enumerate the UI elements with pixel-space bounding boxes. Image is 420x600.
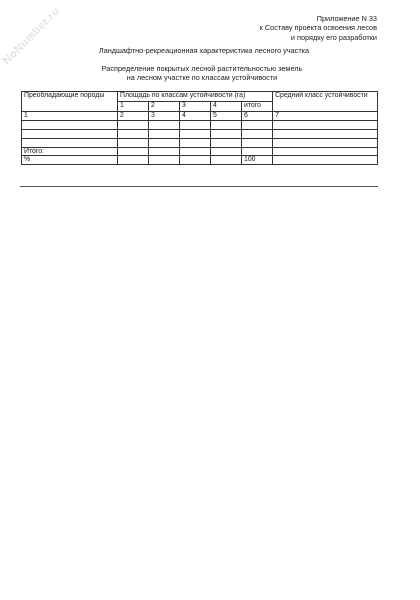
column-number-2: 2 bbox=[118, 112, 149, 121]
table-cell bbox=[242, 120, 273, 129]
table-cell bbox=[180, 147, 211, 156]
table-row bbox=[22, 129, 378, 138]
total-label: Итого: bbox=[22, 147, 118, 156]
subheader-class-3: 3 bbox=[180, 102, 211, 112]
table-cell bbox=[211, 156, 242, 165]
column-number-5: 5 bbox=[211, 112, 242, 121]
column-number-7: 7 bbox=[273, 112, 378, 121]
table-cell bbox=[118, 120, 149, 129]
table-cell bbox=[273, 120, 378, 129]
table-cell bbox=[211, 129, 242, 138]
table-cell bbox=[273, 156, 378, 165]
table-cell bbox=[149, 156, 180, 165]
table-row bbox=[22, 120, 378, 129]
table-row bbox=[22, 138, 378, 147]
table-cell bbox=[149, 147, 180, 156]
column-numbering-row bbox=[22, 112, 378, 121]
table-cell bbox=[22, 129, 118, 138]
table-cell bbox=[22, 120, 118, 129]
table-caption-line-1: Распределение покрытых лесной растительностью земель bbox=[101, 64, 303, 73]
table-cell bbox=[180, 120, 211, 129]
appendix-reference bbox=[260, 14, 377, 42]
table-cell bbox=[273, 138, 378, 147]
table-cell bbox=[180, 138, 211, 147]
table-cell bbox=[118, 147, 149, 156]
total-row bbox=[22, 147, 378, 156]
appendix-line-2: к Составу проекта освоения лесов bbox=[259, 23, 377, 33]
column-number-3: 3 bbox=[149, 112, 180, 121]
table-cell bbox=[242, 147, 273, 156]
table-cell bbox=[149, 120, 180, 129]
stability-class-table bbox=[21, 91, 378, 165]
table-cell bbox=[149, 129, 180, 138]
subheader-class-1: 1 bbox=[118, 102, 149, 112]
table-cell bbox=[149, 138, 180, 147]
table-cell bbox=[211, 138, 242, 147]
header-area: Площадь по классам устойчивости (га) bbox=[118, 92, 273, 102]
percent-label: % bbox=[22, 156, 118, 165]
table-caption bbox=[0, 64, 412, 83]
watermark: NoNumber.ru bbox=[0, 5, 63, 67]
table-cell bbox=[242, 138, 273, 147]
separator-line bbox=[20, 186, 378, 187]
table-cell bbox=[180, 129, 211, 138]
table-cell bbox=[180, 156, 211, 165]
table-cell bbox=[273, 129, 378, 138]
percent-row bbox=[22, 156, 378, 165]
table-caption-line-2: на лесном участке по классам устойчивости bbox=[126, 73, 278, 83]
document-title: Ландшафтно-рекреационная характеристика лесного участка bbox=[98, 46, 310, 55]
table-cell bbox=[118, 156, 149, 165]
table-header-row bbox=[22, 92, 378, 102]
column-number-4: 4 bbox=[180, 112, 211, 121]
table-cell bbox=[211, 147, 242, 156]
appendix-line-3: и порядку его разработки bbox=[290, 32, 377, 42]
table-cell bbox=[118, 129, 149, 138]
table-cell bbox=[22, 138, 118, 147]
appendix-line-1: Приложение N 33 bbox=[316, 14, 377, 23]
column-number-1: 1 bbox=[22, 112, 118, 121]
percent-total: 100 bbox=[242, 156, 273, 165]
subheader-class-4: 4 bbox=[211, 102, 242, 112]
header-average-class: Средний класс устойчивости bbox=[273, 92, 378, 112]
table-cell bbox=[273, 147, 378, 156]
subheader-total: итого bbox=[242, 102, 273, 112]
subheader-class-2: 2 bbox=[149, 102, 180, 112]
table-cell bbox=[118, 138, 149, 147]
header-species: Преобладающие породы bbox=[22, 92, 118, 112]
column-number-6: 6 bbox=[242, 112, 273, 121]
table-cell bbox=[211, 120, 242, 129]
table-cell bbox=[242, 129, 273, 138]
